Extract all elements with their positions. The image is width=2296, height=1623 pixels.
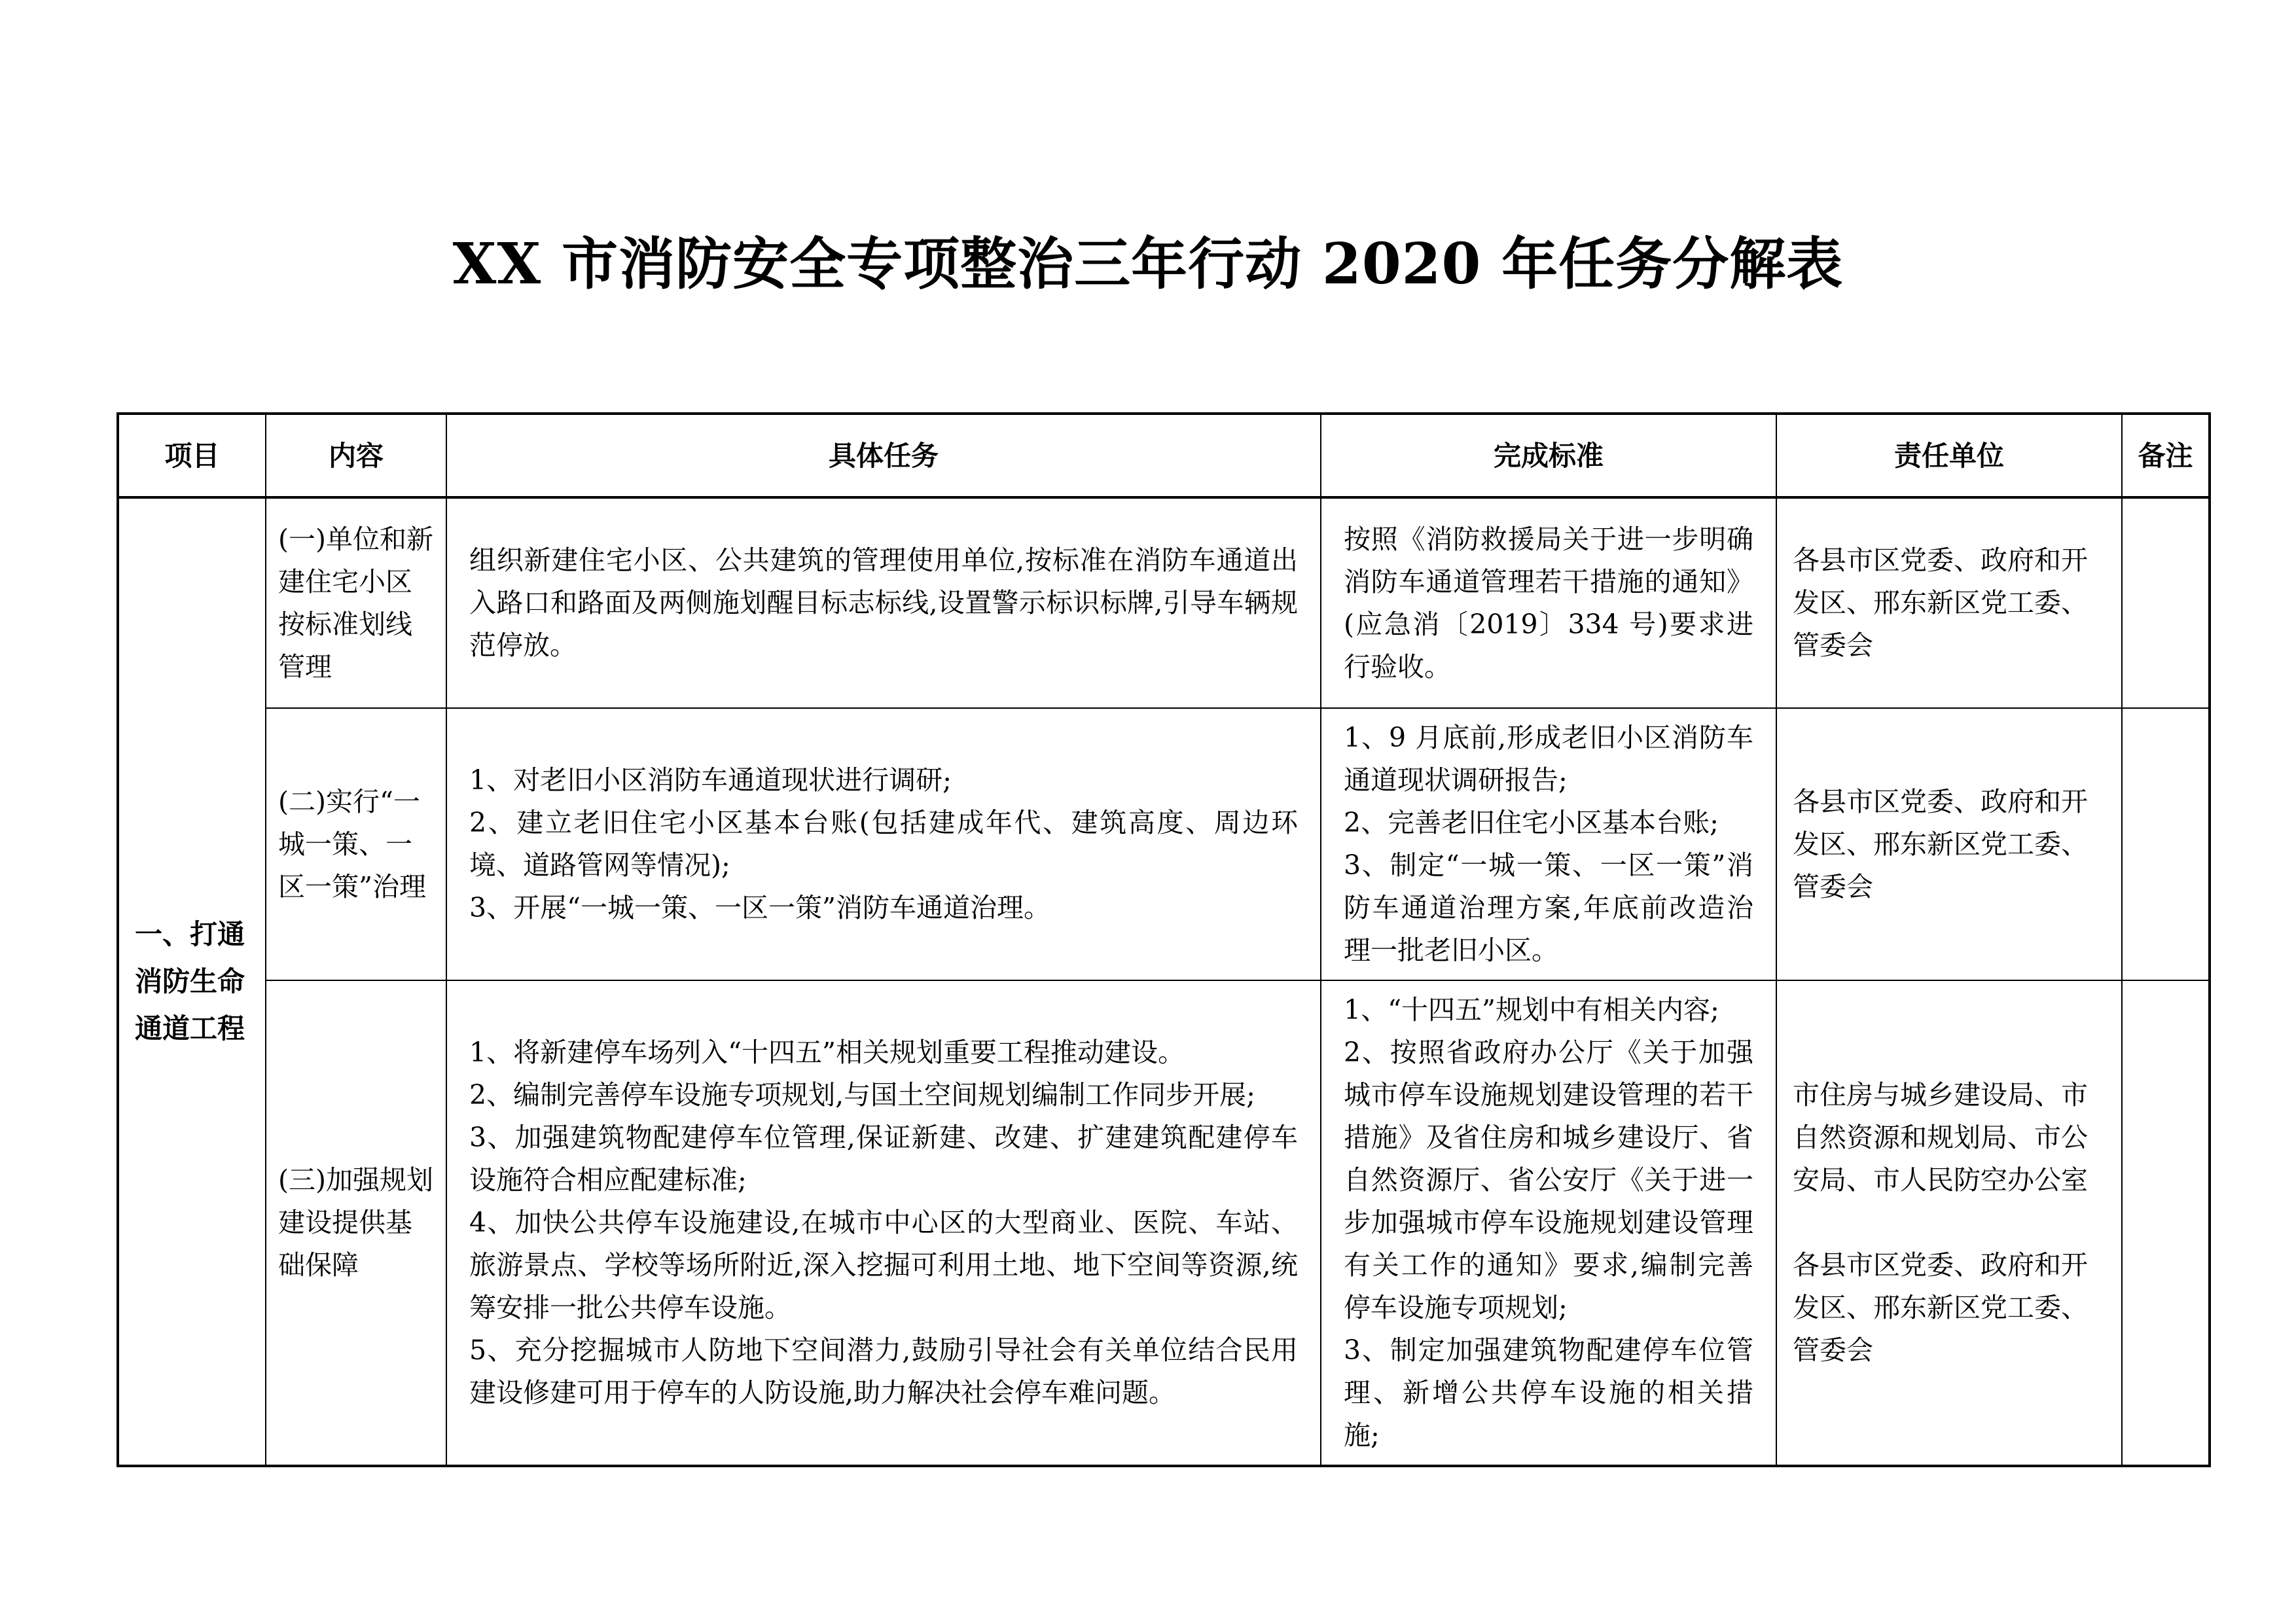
task-paragraph: 2、编制完善停车设施专项规划,与国土空间规划编制工作同步开展;: [469, 1079, 1255, 1111]
task-paragraph: 5、充分挖掘城市人防地下空间潜力,鼓励引导社会有关单位结合民用建设修建可用于停车的人防设施,助力解决社会停车难问题。: [469, 1334, 1298, 1408]
standard-paragraph: 按照《消防救援局关于进一步明确消防车通道管理若干措施的通知》(应急消〔2019〕334 号)要求进行验收。: [1344, 523, 1753, 683]
table-header-row: [118, 414, 2210, 497]
content-cell: (二)实行“一城一策、一区一策”治理: [266, 708, 446, 980]
remark-cell: [2122, 980, 2210, 1466]
header-content: 内容: [266, 414, 446, 497]
project-cell: 一、打通消防生命通道工程: [118, 497, 266, 1466]
task-paragraph: 3、开展“一城一策、一区一策”消防车通道治理。: [469, 892, 1051, 923]
standards-cell: [1321, 980, 1776, 1466]
remark-cell: [2122, 497, 2210, 708]
table-row: [118, 708, 2210, 980]
header-standard: 完成标准: [1321, 414, 1776, 497]
content-cell: (三)加强规划建设提供基础保障: [266, 980, 446, 1466]
standards-cell: [1321, 708, 1776, 980]
task-paragraph: 1、将新建停车场列入“十四五”相关规划重要工程推动建设。: [469, 1037, 1185, 1068]
unit-paragraph: 各县市区党委、政府和开发区、邢东新区党工委、管委会: [1793, 1249, 2088, 1366]
unit-paragraph: 市住房与城乡建设局、市自然资源和规划局、市公安局、市人民防空办公室: [1793, 1079, 2088, 1196]
standards-cell: [1321, 497, 1776, 708]
header-unit: 责任单位: [1776, 414, 2122, 497]
standard-paragraph: 3、制定加强建筑物配建停车位管理、新增公共停车设施的相关措施;: [1344, 1334, 1753, 1451]
tasks-cell: [446, 980, 1321, 1466]
header-project: 项目: [118, 414, 266, 497]
tasks-cell: [446, 497, 1321, 708]
task-paragraph: 组织新建住宅小区、公共建筑的管理使用单位,按标准在消防车通道出入路口和路面及两侧施划醒目标志标线,设置警示标识标牌,引导车辆规范停放。: [469, 544, 1298, 661]
units-cell: [1776, 980, 2122, 1466]
units-cell: [1776, 497, 2122, 708]
task-paragraph: 4、加快公共停车设施建设,在城市中心区的大型商业、医院、车站、旅游景点、学校等场所附近,深入挖掘可利用土地、地下空间等资源,统筹安排一批公共停车设施。: [469, 1207, 1298, 1323]
header-tasks: 具体任务: [446, 414, 1321, 497]
task-paragraph: 3、加强建筑物配建停车位管理,保证新建、改建、扩建建筑配建停车设施符合相应配建标准;: [469, 1122, 1298, 1196]
header-remark: 备注: [2122, 414, 2210, 497]
content-cell: (一)单位和新建住宅小区按标准划线管理: [266, 497, 446, 708]
unit-paragraph: 各县市区党委、政府和开发区、邢东新区党工委、管委会: [1793, 544, 2088, 661]
tasks-cell: [446, 708, 1321, 980]
table-row: [118, 980, 2210, 1466]
unit-paragraph: 各县市区党委、政府和开发区、邢东新区党工委、管委会: [1793, 785, 2088, 902]
task-breakdown-table: [117, 412, 2211, 1467]
page-title: XX 市消防安全专项整治三年行动 2020 年任务分解表: [452, 231, 1844, 297]
standard-paragraph: 2、完善老旧住宅小区基本台账;: [1344, 807, 1719, 838]
table-row: [118, 497, 2210, 708]
units-cell: [1776, 708, 2122, 980]
remark-cell: [2122, 708, 2210, 980]
standard-paragraph: 1、“十四五”规划中有相关内容;: [1344, 994, 1719, 1026]
task-paragraph: 1、对老旧小区消防车通道现状进行调研;: [469, 764, 952, 796]
standard-paragraph: 3、制定“一城一策、一区一策”消防车通道治理方案,年底前改造治理一批老旧小区。: [1344, 849, 1753, 966]
standard-paragraph: 2、按照省政府办公厅《关于加强城市停车设施规划建设管理的若干措施》及省住房和城乡建设厅、省自然资源厅、省公安厅《关于进一步加强城市停车设施规划建设管理有关工作的通知》要求,编制完善停车设施专项规划;: [1344, 1037, 1753, 1323]
standard-paragraph: 1、9 月底前,形成老旧小区消防车通道现状调研报告;: [1344, 722, 1753, 796]
task-paragraph: 2、建立老旧住宅小区基本台账(包括建成年代、建筑高度、周边环境、道路管网等情况);: [469, 807, 1298, 881]
